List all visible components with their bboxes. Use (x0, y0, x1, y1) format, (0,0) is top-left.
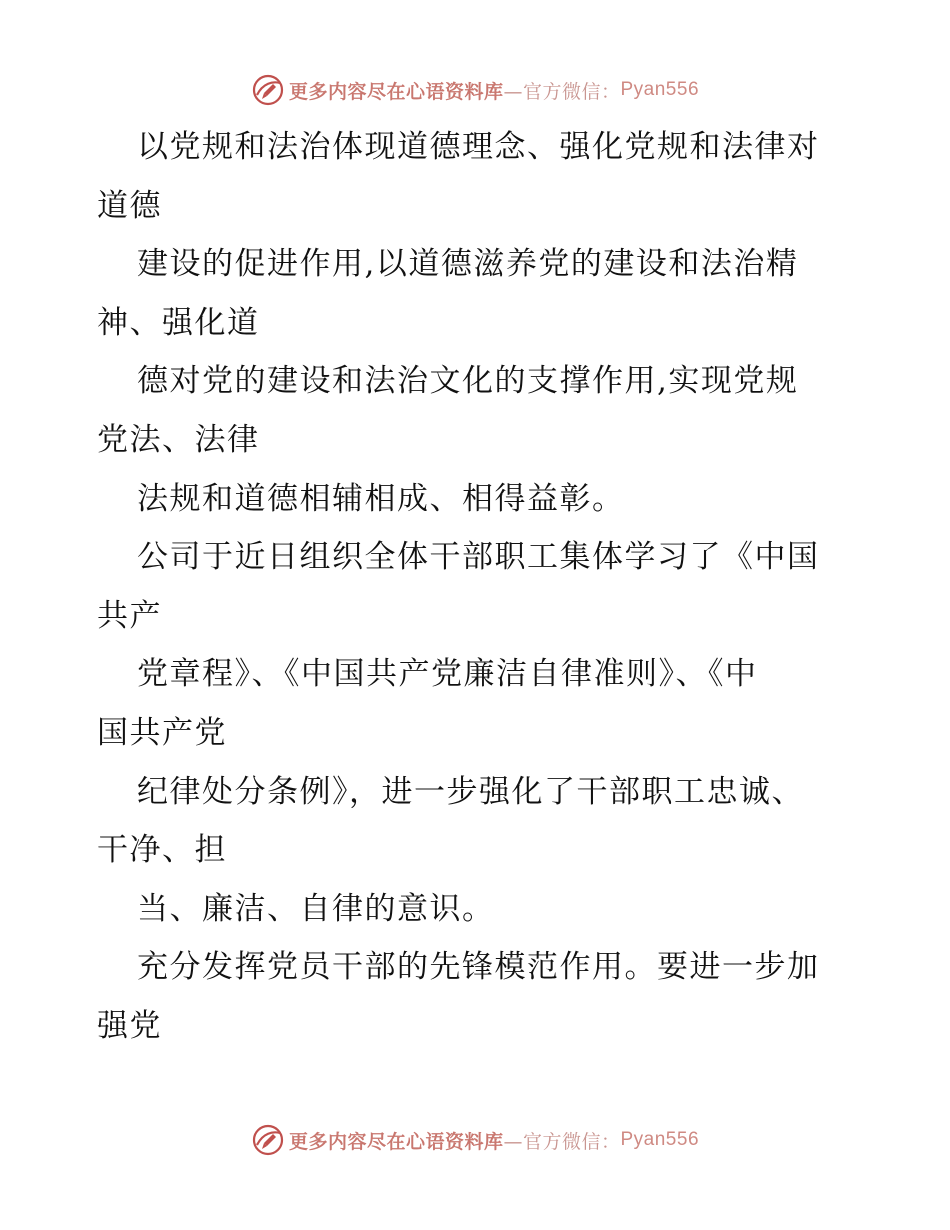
body-line: 当、廉洁、自律的意识。 (137, 890, 495, 927)
body-line: 党章程》、《中国共产党廉洁自律准则》、《中 (137, 656, 758, 693)
body-line: 道德 (97, 187, 162, 224)
document-body (97, 118, 867, 1056)
pen-nib-logo-icon (251, 1123, 285, 1157)
banner-wechat-id: Pyan556 (620, 1129, 700, 1150)
banner-wechat-label: —官方微信： (503, 80, 621, 103)
body-line: 党法、法律 (97, 421, 260, 458)
body-line: 国共产党 (97, 714, 227, 751)
body-line: 纪律处分条例》，进一步强化了干部职工忠诚、 (137, 773, 804, 810)
body-line: 建设的促进作用,以道德滋养党的建设和法治精 (137, 246, 799, 283)
body-line: 干净、担 (97, 832, 227, 869)
body-line: 神、强化道 (97, 304, 260, 341)
header-banner (0, 70, 950, 110)
banner-title: 更多内容尽在心语资料库 (288, 80, 504, 103)
body-line: 共产 (97, 597, 162, 634)
banner-title: 更多内容尽在心语资料库 (288, 1130, 504, 1153)
body-line: 充分发挥党员干部的先锋模范作用。要进一步加 (137, 949, 820, 986)
body-line: 德对党的建设和法治文化的支撑作用,实现党规 (137, 363, 799, 400)
body-line: 以党规和法治体现道德理念、强化党规和法律对 (137, 129, 820, 165)
footer-banner (0, 1120, 950, 1160)
banner-wechat-label: —官方微信： (503, 1130, 621, 1153)
body-line: 法规和道德相辅相成、相得益彰。 (137, 480, 625, 517)
pen-nib-logo-icon (251, 73, 285, 107)
banner-wechat-id: Pyan556 (620, 79, 700, 100)
body-line: 强党 (97, 1007, 162, 1044)
body-line: 公司于近日组织全体干部职工集体学习了《中国 (137, 539, 820, 576)
